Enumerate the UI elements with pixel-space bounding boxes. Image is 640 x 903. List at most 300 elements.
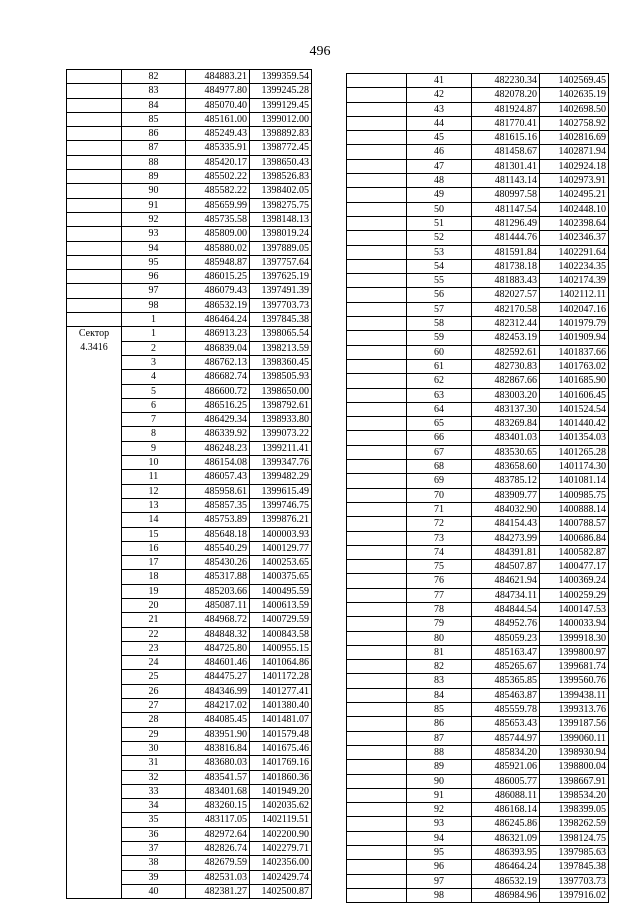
table-row [347, 302, 609, 316]
y-coordinate: 1399876.21 [250, 513, 312, 527]
sector-cell [347, 660, 407, 674]
sector-cell [347, 259, 407, 273]
table-row [347, 560, 609, 574]
sector-cell [347, 345, 407, 359]
sector-cell [67, 212, 122, 226]
x-coordinate: 482230.34 [472, 74, 540, 88]
table-row [347, 274, 609, 288]
y-coordinate: 1398933.80 [250, 413, 312, 427]
x-coordinate: 486057.43 [186, 470, 250, 484]
point-number: 71 [407, 502, 472, 516]
y-coordinate: 1397625.19 [250, 270, 312, 284]
y-coordinate: 1402200.90 [250, 827, 312, 841]
table-row [347, 545, 609, 559]
table-row [347, 717, 609, 731]
y-coordinate: 1398399.05 [540, 803, 609, 817]
x-coordinate: 482972.64 [186, 827, 250, 841]
coordinates-table-right [346, 73, 609, 903]
sector-cell [347, 288, 407, 302]
point-number: 85 [407, 703, 472, 717]
x-coordinate: 482679.59 [186, 856, 250, 870]
point-number: 42 [407, 88, 472, 102]
x-coordinate: 486393.95 [472, 846, 540, 860]
table-row [347, 660, 609, 674]
x-coordinate: 484977.80 [186, 84, 250, 98]
table-row [67, 284, 312, 298]
table-row [347, 874, 609, 888]
table-row [347, 731, 609, 745]
y-coordinate: 1398892.83 [250, 127, 312, 141]
page-number: 496 [309, 44, 331, 59]
point-number: 2 [122, 341, 186, 355]
table-row [347, 402, 609, 416]
table-row [347, 760, 609, 774]
table-row [347, 145, 609, 159]
x-coordinate: 485317.88 [186, 570, 250, 584]
sector-cell [347, 116, 407, 130]
point-number: 18 [122, 570, 186, 584]
table-row [347, 803, 609, 817]
sector-cell [347, 788, 407, 802]
point-number: 14 [122, 513, 186, 527]
point-number: 26 [122, 684, 186, 698]
sector-cell [347, 517, 407, 531]
point-number: 15 [122, 527, 186, 541]
x-coordinate: 486088.11 [472, 788, 540, 802]
sector-cell [347, 374, 407, 388]
x-coordinate: 481591.84 [472, 245, 540, 259]
point-number: 23 [122, 641, 186, 655]
x-coordinate: 485059.23 [472, 631, 540, 645]
table-row [347, 502, 609, 516]
table-row [67, 98, 312, 112]
table-row [347, 445, 609, 459]
table-row [67, 241, 312, 255]
x-coordinate: 481770.41 [472, 116, 540, 130]
sector-cell [347, 574, 407, 588]
point-number: 49 [407, 188, 472, 202]
y-coordinate: 1401064.86 [250, 656, 312, 670]
y-coordinate: 1399187.56 [540, 717, 609, 731]
table-row [347, 631, 609, 645]
table-row [347, 460, 609, 474]
point-number: 47 [407, 159, 472, 173]
x-coordinate: 483785.12 [472, 474, 540, 488]
x-coordinate: 486762.13 [186, 355, 250, 369]
x-coordinate: 485265.67 [472, 660, 540, 674]
x-coordinate: 483541.57 [186, 770, 250, 784]
y-coordinate: 1401081.14 [540, 474, 609, 488]
table-row [347, 817, 609, 831]
table-row [67, 170, 312, 184]
table-row [67, 155, 312, 169]
y-coordinate: 1400129.77 [250, 541, 312, 555]
y-coordinate: 1401265.28 [540, 445, 609, 459]
point-number: 55 [407, 274, 472, 288]
point-number: 76 [407, 574, 472, 588]
y-coordinate: 1398124.75 [540, 831, 609, 845]
table-row [347, 645, 609, 659]
x-coordinate: 484154.43 [472, 517, 540, 531]
table-row [347, 317, 609, 331]
y-coordinate: 1402924.18 [540, 159, 609, 173]
x-coordinate: 483401.68 [186, 784, 250, 798]
point-number: 72 [407, 517, 472, 531]
point-number: 82 [407, 660, 472, 674]
x-coordinate: 483680.03 [186, 756, 250, 770]
x-coordinate: 486429.34 [186, 413, 250, 427]
y-coordinate: 1398534.20 [540, 788, 609, 802]
sector-cell [347, 359, 407, 373]
table-row [347, 617, 609, 631]
x-coordinate: 482170.58 [472, 302, 540, 316]
point-number: 8 [122, 427, 186, 441]
point-number: 87 [407, 731, 472, 745]
sector-cell [347, 817, 407, 831]
point-number: 98 [122, 298, 186, 312]
y-coordinate: 1399615.49 [250, 484, 312, 498]
x-coordinate: 482381.27 [186, 884, 250, 898]
sector-cell [347, 645, 407, 659]
sector-label-line2: 4.3416 [80, 341, 108, 353]
y-coordinate: 1402346.37 [540, 231, 609, 245]
sector-cell [347, 631, 407, 645]
x-coordinate: 482531.03 [186, 870, 250, 884]
x-coordinate: 485744.97 [472, 731, 540, 745]
x-coordinate: 486600.72 [186, 384, 250, 398]
x-coordinate: 482730.83 [472, 359, 540, 373]
x-coordinate: 484032.90 [472, 502, 540, 516]
point-number: 57 [407, 302, 472, 316]
table-row [347, 88, 609, 102]
point-number: 56 [407, 288, 472, 302]
sector-cell [347, 831, 407, 845]
sector-cell [67, 198, 122, 212]
x-coordinate: 480997.58 [472, 188, 540, 202]
x-coordinate: 485430.26 [186, 556, 250, 570]
point-number: 29 [122, 727, 186, 741]
x-coordinate: 486015.25 [186, 270, 250, 284]
x-coordinate: 486532.19 [186, 298, 250, 312]
y-coordinate: 1399060.11 [540, 731, 609, 745]
y-coordinate: 1399073.22 [250, 427, 312, 441]
table-row [347, 202, 609, 216]
sector-cell [347, 531, 407, 545]
table-row [347, 860, 609, 874]
y-coordinate: 1399359.54 [250, 70, 312, 84]
sector-cell [347, 216, 407, 230]
table-row [67, 112, 312, 126]
point-number: 78 [407, 602, 472, 616]
y-coordinate: 1398402.05 [250, 184, 312, 198]
sector-cell [347, 703, 407, 717]
y-coordinate: 1401860.36 [250, 770, 312, 784]
x-coordinate: 483137.30 [472, 402, 540, 416]
sector-cell [347, 88, 407, 102]
y-coordinate: 1400003.93 [250, 527, 312, 541]
point-number: 28 [122, 713, 186, 727]
table-row [347, 231, 609, 245]
sector-cell [67, 227, 122, 241]
table-row [67, 141, 312, 155]
point-number: 20 [122, 598, 186, 612]
x-coordinate: 485420.17 [186, 155, 250, 169]
point-number: 9 [122, 441, 186, 455]
x-coordinate: 484621.94 [472, 574, 540, 588]
point-number: 69 [407, 474, 472, 488]
sector-cell [347, 674, 407, 688]
table-row [67, 327, 312, 341]
point-number: 45 [407, 131, 472, 145]
x-coordinate: 486248.23 [186, 441, 250, 455]
x-coordinate: 485087.11 [186, 598, 250, 612]
x-coordinate: 484085.45 [186, 713, 250, 727]
y-coordinate: 1402356.00 [250, 856, 312, 870]
point-number: 12 [122, 484, 186, 498]
sector-cell [347, 760, 407, 774]
point-number: 32 [122, 770, 186, 784]
table-row [67, 70, 312, 84]
y-coordinate: 1401909.94 [540, 331, 609, 345]
y-coordinate: 1400495.59 [250, 584, 312, 598]
table-row [347, 703, 609, 717]
table-row [347, 116, 609, 130]
sector-cell [347, 145, 407, 159]
y-coordinate: 1401172.28 [250, 670, 312, 684]
x-coordinate: 485809.00 [186, 227, 250, 241]
sector-cell [347, 688, 407, 702]
point-number: 31 [122, 756, 186, 770]
x-coordinate: 486532.19 [472, 874, 540, 888]
sector-cell [347, 317, 407, 331]
point-number: 17 [122, 556, 186, 570]
point-number: 34 [122, 799, 186, 813]
x-coordinate: 484883.21 [186, 70, 250, 84]
x-coordinate: 486339.92 [186, 427, 250, 441]
sector-cell [347, 331, 407, 345]
sector-cell [67, 155, 122, 169]
sector-cell [347, 460, 407, 474]
y-coordinate: 1399800.97 [540, 645, 609, 659]
x-coordinate: 484507.87 [472, 560, 540, 574]
point-number: 61 [407, 359, 472, 373]
y-coordinate: 1402698.50 [540, 102, 609, 116]
point-number: 48 [407, 174, 472, 188]
point-number: 77 [407, 588, 472, 602]
point-number: 21 [122, 613, 186, 627]
table-row [347, 602, 609, 616]
point-number: 81 [407, 645, 472, 659]
x-coordinate: 484952.76 [472, 617, 540, 631]
point-number: 91 [407, 788, 472, 802]
y-coordinate: 1401579.48 [250, 727, 312, 741]
x-coordinate: 482027.57 [472, 288, 540, 302]
y-coordinate: 1398019.24 [250, 227, 312, 241]
sector-cell [67, 112, 122, 126]
sector-cell [67, 98, 122, 112]
point-number: 40 [122, 884, 186, 898]
x-coordinate: 485921.06 [472, 760, 540, 774]
y-coordinate: 1397889.05 [250, 241, 312, 255]
sector-cell [347, 74, 407, 88]
table-row [347, 788, 609, 802]
x-coordinate: 486682.74 [186, 370, 250, 384]
y-coordinate: 1397703.73 [250, 298, 312, 312]
x-coordinate: 483269.84 [472, 417, 540, 431]
y-coordinate: 1398275.75 [250, 198, 312, 212]
point-number: 41 [407, 74, 472, 88]
table-row [347, 474, 609, 488]
y-coordinate: 1398650.43 [250, 155, 312, 169]
point-number: 74 [407, 545, 472, 559]
point-number: 24 [122, 656, 186, 670]
sector-cell [67, 270, 122, 284]
point-number: 93 [407, 817, 472, 831]
point-number: 90 [122, 184, 186, 198]
y-coordinate: 1402174.39 [540, 274, 609, 288]
table-row [347, 102, 609, 116]
point-number: 35 [122, 813, 186, 827]
table-row [347, 774, 609, 788]
table-row [347, 417, 609, 431]
x-coordinate: 485948.87 [186, 255, 250, 269]
y-coordinate: 1398526.83 [250, 170, 312, 184]
sector-cell [67, 141, 122, 155]
point-number: 22 [122, 627, 186, 641]
table-row [347, 674, 609, 688]
x-coordinate: 485582.22 [186, 184, 250, 198]
point-number: 86 [407, 717, 472, 731]
x-coordinate: 484391.81 [472, 545, 540, 559]
table-row [67, 198, 312, 212]
sector-cell [347, 545, 407, 559]
y-coordinate: 1402816.69 [540, 131, 609, 145]
point-number: 30 [122, 741, 186, 755]
sector-cell [347, 388, 407, 402]
y-coordinate: 1398505.93 [250, 370, 312, 384]
x-coordinate: 485335.91 [186, 141, 250, 155]
y-coordinate: 1397757.64 [250, 255, 312, 269]
point-number: 6 [122, 398, 186, 412]
point-number: 7 [122, 413, 186, 427]
point-number: 65 [407, 417, 472, 431]
point-number: 11 [122, 470, 186, 484]
point-number: 1 [122, 327, 186, 341]
x-coordinate: 485163.47 [472, 645, 540, 659]
point-number: 94 [122, 241, 186, 255]
point-number: 19 [122, 584, 186, 598]
sector-cell [347, 717, 407, 731]
table-row [347, 588, 609, 602]
x-coordinate: 486321.09 [472, 831, 540, 845]
table-row [347, 831, 609, 845]
y-coordinate: 1401769.16 [250, 756, 312, 770]
y-coordinate: 1401354.03 [540, 431, 609, 445]
point-number: 73 [407, 531, 472, 545]
point-number: 3 [122, 355, 186, 369]
x-coordinate: 485659.99 [186, 198, 250, 212]
point-number: 66 [407, 431, 472, 445]
y-coordinate: 1398262.59 [540, 817, 609, 831]
y-coordinate: 1401277.41 [250, 684, 312, 698]
table-row [347, 688, 609, 702]
y-coordinate: 1397491.39 [250, 284, 312, 298]
table-row [347, 846, 609, 860]
point-number: 59 [407, 331, 472, 345]
x-coordinate: 485735.58 [186, 212, 250, 226]
point-number: 43 [407, 102, 472, 116]
y-coordinate: 1401979.79 [540, 317, 609, 331]
sector-cell [347, 874, 407, 888]
y-coordinate: 1398650.00 [250, 384, 312, 398]
x-coordinate: 485880.02 [186, 241, 250, 255]
y-coordinate: 1397703.73 [540, 874, 609, 888]
y-coordinate: 1400259.29 [540, 588, 609, 602]
point-number: 95 [407, 846, 472, 860]
y-coordinate: 1401481.07 [250, 713, 312, 727]
table-row [67, 270, 312, 284]
sector-cell [67, 255, 122, 269]
y-coordinate: 1402635.19 [540, 88, 609, 102]
y-coordinate: 1400477.17 [540, 560, 609, 574]
y-coordinate: 1399746.75 [250, 498, 312, 512]
x-coordinate: 486839.04 [186, 341, 250, 355]
y-coordinate: 1400955.15 [250, 641, 312, 655]
point-number: 94 [407, 831, 472, 845]
y-coordinate: 1402448.10 [540, 202, 609, 216]
coordinates-table-left [66, 69, 312, 899]
y-coordinate: 1400147.53 [540, 602, 609, 616]
point-number: 82 [122, 70, 186, 84]
y-coordinate: 1402234.35 [540, 259, 609, 273]
sector-label [67, 327, 122, 899]
point-number: 89 [407, 760, 472, 774]
point-number: 13 [122, 498, 186, 512]
x-coordinate: 481738.18 [472, 259, 540, 273]
y-coordinate: 1401949.20 [250, 784, 312, 798]
y-coordinate: 1400033.94 [540, 617, 609, 631]
y-coordinate: 1401174.30 [540, 460, 609, 474]
point-number: 91 [122, 198, 186, 212]
x-coordinate: 484601.46 [186, 656, 250, 670]
table-row [67, 127, 312, 141]
x-coordinate: 486913.23 [186, 327, 250, 341]
x-coordinate: 484273.99 [472, 531, 540, 545]
x-coordinate: 486168.14 [472, 803, 540, 817]
y-coordinate: 1399438.11 [540, 688, 609, 702]
point-number: 60 [407, 345, 472, 359]
point-number: 87 [122, 141, 186, 155]
y-coordinate: 1402047.16 [540, 302, 609, 316]
y-coordinate: 1398667.91 [540, 774, 609, 788]
sector-cell [347, 502, 407, 516]
y-coordinate: 1400985.75 [540, 488, 609, 502]
point-number: 44 [407, 116, 472, 130]
y-coordinate: 1402035.62 [250, 799, 312, 813]
y-coordinate: 1400369.24 [540, 574, 609, 588]
table-row [347, 174, 609, 188]
y-coordinate: 1399012.00 [250, 112, 312, 126]
sector-cell [347, 445, 407, 459]
y-coordinate: 1402758.92 [540, 116, 609, 130]
table-row [347, 159, 609, 173]
sector-cell [347, 131, 407, 145]
point-number: 51 [407, 216, 472, 230]
sector-cell [347, 474, 407, 488]
y-coordinate: 1398213.59 [250, 341, 312, 355]
sector-cell [347, 846, 407, 860]
y-coordinate: 1402112.11 [540, 288, 609, 302]
